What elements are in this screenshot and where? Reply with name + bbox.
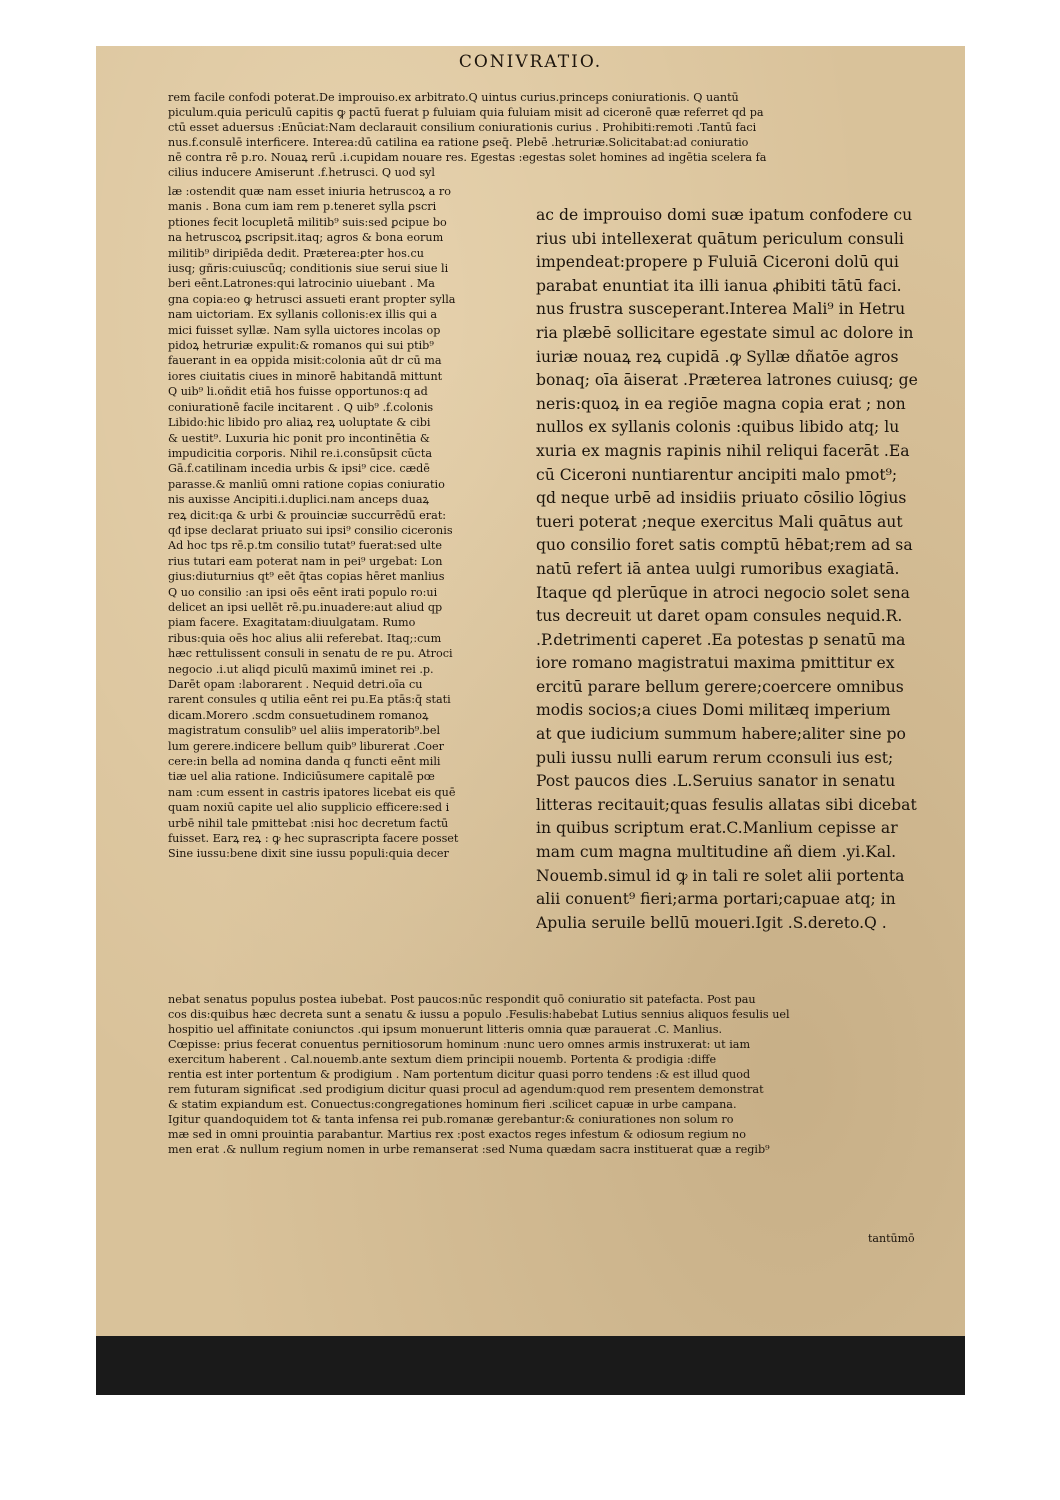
commentary-line: Igitur quandoquidem tot & tanta infensa rei pub.romanæ gerebantur:& coniurationes non solum ro xyxy=(168,1113,734,1126)
gloss-line: ptiones fecit locupletā militib⁹ suis:sed ꝑcipue bo xyxy=(168,215,447,229)
gloss-line: dicam.Morero .scdm consuetudinem romanoꝝ xyxy=(168,708,429,722)
main-text-line: iore romano magistratui maxima pmittitur ex xyxy=(536,654,895,673)
commentary-line: cos dis:quibus hæc decreta sunt a senatu & iussu a populo .Fesulis:habebat Lutius sennius aliquos fesulis uel xyxy=(168,1008,790,1021)
gloss-line: delicet an ipsi uellēt rē.pu.inuadere:aut aliud qp xyxy=(168,600,443,614)
gloss-line: militib⁹ diripiēda dedit. Præterea:ꝑter hos.cu xyxy=(168,246,424,260)
commentary-line: hospitio uel affinitate coniunctos .qui ipsum monuerunt litteris omnia quæ parauerat .C. Manlius. xyxy=(168,1023,722,1036)
gloss-line: gius:diuturnius qt⁹ eēt q̄tas copias hēret manlius xyxy=(168,570,445,584)
bottom-commentary xyxy=(168,992,928,1157)
main-text-line: impendeat:propere p Fuluiā Ciceroni dolū qui xyxy=(536,253,899,272)
main-text-line: Itaque qd plerūque in atroci negocio solet sena xyxy=(536,583,910,602)
gloss-line: piam facere. Exagitatam:diuulgatam. Rumo xyxy=(168,616,416,630)
gloss-line: parasse.& manliū omni ratione copias coniuratio xyxy=(168,477,445,491)
gloss-line: beri eēnt.Latrones:qui latrocinio uiuebant . Ma xyxy=(168,277,435,291)
main-text-line: bonaq; oīa āiserat .Præterea latrones cuiusq; ge xyxy=(536,371,918,390)
commentary-line: exercitum haberent . Cal.nouemb.ante sextum diem principii nouemb. Portenta & prodigia :diffe xyxy=(168,1053,717,1066)
gloss-line: ribus:quia oēs hoc alius alii referebat. Itaq;:cum xyxy=(168,631,442,645)
commentary-line: & statim expiandum est. Conuectus:congregationes hominum fieri .scilicet capuæ in urbe campana. xyxy=(168,1098,737,1111)
gloss-line: Gā.f.catilinam incedia urbis & ipsi⁹ cice. cædē xyxy=(168,462,430,476)
gloss-line: tiæ uel alia ratione. Indiciūsumere capitalē pœ xyxy=(168,770,435,784)
gloss-line: nis auxisse Ancipiti.i.duplici.nam anceps duaꝝ xyxy=(168,493,429,507)
main-text-line: in quibus scriptum erat.C.Manlium cepisse ar xyxy=(536,819,898,838)
gloss-line: Darēt opam :laborarent . Nequid detri.oīa cu xyxy=(168,678,423,691)
commentary-line: rentia est inter portentum & prodigium . Nam portentum dicitur quasi porro tendens :& est illud quod xyxy=(168,1068,751,1081)
gloss-line: læ :ostendit quæ nam esset iniuria hetruscoꝝ a ro xyxy=(168,185,451,198)
gloss-line: & uestit⁹. Luxuria hic ponit pro incontinētia & xyxy=(168,431,430,445)
gloss-line: gna copia:eo ꝙ hetrusci assueti erant propter sylla xyxy=(168,292,456,306)
gloss-line: magistratum consulib⁹ uel aliis imperatorib⁹.bel xyxy=(168,724,441,738)
main-text-line: quo consilio foret satis comptū hēbat;rem ad sa xyxy=(536,536,913,555)
main-text-line: iuriæ nouaꝝ reꝝ cupidā .ꝙ Syllæ dñatōe agros xyxy=(536,347,899,366)
main-text-line: Post paucos dies .L.Seruius sanator in senatu xyxy=(536,772,896,791)
commentary-line: cilius inducere Amiserunt .f.hetrusci. Q uod syl xyxy=(168,166,435,179)
main-text-line: mam cum magna multitudine añ diem .yi.Kal. xyxy=(536,843,897,862)
gloss-line: rius tutari eam poterat nam in pei⁹ urgebat: Lon xyxy=(168,554,443,568)
gloss-line: hæc rettulissent consuli in senatu de re pu. Atroci xyxy=(168,647,453,661)
gloss-line: Q uib⁹ li.oñdit etiā hos fuisse opportunos:q ad xyxy=(168,385,428,399)
main-text-line: tueri poterat ;neque exercitus Mali quātus aut xyxy=(536,512,903,531)
running-head: CONIVRATIO. xyxy=(458,52,603,72)
main-text-line: rius ubi intellexerat quātum periculum consuli xyxy=(536,229,904,248)
commentary-line: mæ sed in omni prouintia parabantur. Martius rex :post exactos reges infestum & odiosum regium no xyxy=(168,1128,746,1141)
main-text-line: nus frustra susceperant.Interea Mali⁹ in Hetru xyxy=(536,300,906,319)
commentary-line: Cœpisse: prius fecerat conuentus pernitiosorum hominum :nunc uero omnes armis instruxerat: ut iam xyxy=(168,1038,751,1051)
commentary-line: men erat .& nullum regium nomen in urbe remanserat :sed Numa quædam sacra instituerat quæ a regib⁹ xyxy=(168,1143,770,1156)
commentary-line: rem futuram significat .sed prodigium dicitur quasi procul ad agendum:quod rem presentem demonstrat xyxy=(168,1083,764,1096)
gloss-line: cere:in bella ad nomina danda q functi eēnt mili xyxy=(168,755,441,769)
gloss-line: nam uictoriam. Ex syllanis collonis:ex illis qui a xyxy=(168,308,438,322)
commentary-line: piculum.quia periculū capitis ꝙ pactū fuerat p fuluiam quia fuluiam misit ad ciceronē quæ referret qd pa xyxy=(168,106,764,119)
gloss-line: pidoꝝ hetruriæ expulit:& romanos qui sui ptib⁹ xyxy=(168,339,434,353)
main-text-line: litteras recitauit;quas fesulis allatas sibi dicebat xyxy=(536,795,917,814)
left-gloss-column xyxy=(168,184,526,862)
main-text-line: nullos ex syllanis colonis :quibus libido atq; lu xyxy=(536,418,900,437)
main-text-line: qd neque urbē ad insidiis priuato cōsilio lōgius xyxy=(536,489,907,508)
gloss-line: manis . Bona cum iam rem p.teneret sylla ꝑscri xyxy=(168,200,437,214)
main-text-line: alii conuent⁹ fieri;arma portari;capuae atq; in xyxy=(536,890,896,909)
gloss-line: iores ciuitatis ciues in minorē habitandā mittunt xyxy=(168,369,443,383)
commentary-line: nē contra rē p.ro. Nouaꝝ rerū .i.cupidam nouare res. Egestas :egestas solet homines ad ingētia scelera fa xyxy=(168,151,767,164)
main-text-line: natū refert iā antea uulgi rumoribus exagiatā. xyxy=(536,559,900,578)
catchword: tantūmō xyxy=(868,1232,915,1245)
commentary-line: rem facile confodi poterat.De improuiso.ex arbitrato.Q uintus curius.princeps coniurationis. Q uantū xyxy=(168,91,739,104)
main-text-line: at que iudicium summum habere;aliter sine po xyxy=(536,725,906,744)
top-commentary xyxy=(168,90,928,180)
main-text-line: modis socios;a ciues Domi militæq imperium xyxy=(536,701,891,720)
gloss-line: mici fuisset syllæ. Nam sylla uictores incolas op xyxy=(168,323,441,337)
commentary-line: nus.f.consulē interficere. Interea:dū catilina ea ratione ꝑseq̄. Plebē .hetruriæ.Solicitabat:ad coniuratio xyxy=(168,136,749,149)
gloss-line: impudicitia corporis. Nihil re.i.consūpsit cūcta xyxy=(168,446,432,460)
gloss-line: iusq; gñris:cuiuscūq; conditionis siue serui siue li xyxy=(168,262,449,276)
main-text-line: Nouemb.simul id ꝙ in tali re solet alii portenta xyxy=(536,866,905,885)
gloss-line: Q uo consilio :an ipsi oēs eēnt irati populo ro:ui xyxy=(168,585,438,599)
gloss-line: negocio .i.ut aliqd piculū maximū iminet rei .p. xyxy=(168,662,434,676)
commentary-line: nebat senatus populus postea iubebat. Post paucos:nūc respondit quō coniuratio sit patefacta. Post pau xyxy=(168,993,756,1006)
main-text-line: cū Ciceroni nuntiarentur ancipiti malo pmot⁹; xyxy=(536,465,898,484)
gloss-line: quam noxiū capite uel alio supplicio efficere:sed i xyxy=(168,801,450,815)
commentary-line: ctū esset aduersus :Enūciat:Nam declarauit consilium coniurationis curius . Prohibiti:remoti .Tantū faci xyxy=(168,121,757,134)
main-text-column xyxy=(536,204,956,935)
main-text-line: puli iussu nulli earum rerum cconsuli ius est; xyxy=(536,748,894,767)
main-text-line: ria plæbē sollicitare egestate simul ac dolore in xyxy=(536,323,914,342)
main-text-line: xuria ex magnis rapinis nihil reliqui facerāt .Ea xyxy=(536,441,910,460)
scanned-page xyxy=(96,46,965,1395)
main-text-line: parabat enuntiat ita illi ianua ꝓhibiti tātū faci. xyxy=(536,276,902,295)
gloss-line: coniurationē facile incitarent . Q uib⁹ .f.colonis xyxy=(168,400,434,414)
gloss-line: Libido:hic libido pro aliaꝝ reꝝ uoluptate & cibi xyxy=(168,416,431,430)
gloss-line: na hetruscoꝝ ꝑscripsit.itaq; agros & bona eorum xyxy=(168,231,444,245)
main-text-line: ercitū parare bellum gerere;coercere omnibus xyxy=(536,677,904,696)
main-text-line: tus decreuit ut daret opam consules nequid.R. xyxy=(536,607,903,626)
scan-background-strip xyxy=(96,1336,965,1395)
main-text-line: neris:quoꝝ in ea regiōe magna copia erat ; non xyxy=(536,394,906,413)
gloss-line: lum gerere.indicere bellum quib⁹ liburerat .Coer xyxy=(168,739,444,753)
gloss-line: Sine iussu:bene dixit sine iussu populi:quia decer xyxy=(168,847,449,861)
gloss-line: reꝝ dicit:qa & urbi & prouinciæ succurrēdū erat: xyxy=(168,508,447,522)
gloss-line: fuisset. Earꝝ reꝝ : ꝙ hec suprascripta facere posset xyxy=(168,832,459,846)
printed-leaf xyxy=(96,46,965,1336)
gloss-line: rarent consules q utilia eēnt rei pu.Ea ptās:q̄ stati xyxy=(168,693,451,707)
gloss-line: urbē nihil tale pmittebat :nisi hoc decretum factū xyxy=(168,816,449,830)
gloss-line: qᵭ ipse declarat priuato sui ipsi⁹ consilio ciceronis xyxy=(168,523,453,537)
main-text-line: Apulia seruile bellū moueri.Igit .S.dereto.Q . xyxy=(536,913,887,932)
gloss-line: nam :cum essent in castris ipatores licebat eis quē xyxy=(168,785,456,799)
gloss-line: fauerant in ea oppida misit:colonia aūt dr cū ma xyxy=(168,354,442,368)
gloss-line: Ad hoc tps rē.p.tm consilio tutat⁹ fuerat:sed ulte xyxy=(168,539,443,553)
main-text-line: .P.detrimenti caperet .Ea potestas p senatū ma xyxy=(536,630,906,649)
main-text-line: ac de improuiso domi suæ ipatum confodere cu xyxy=(536,206,913,224)
